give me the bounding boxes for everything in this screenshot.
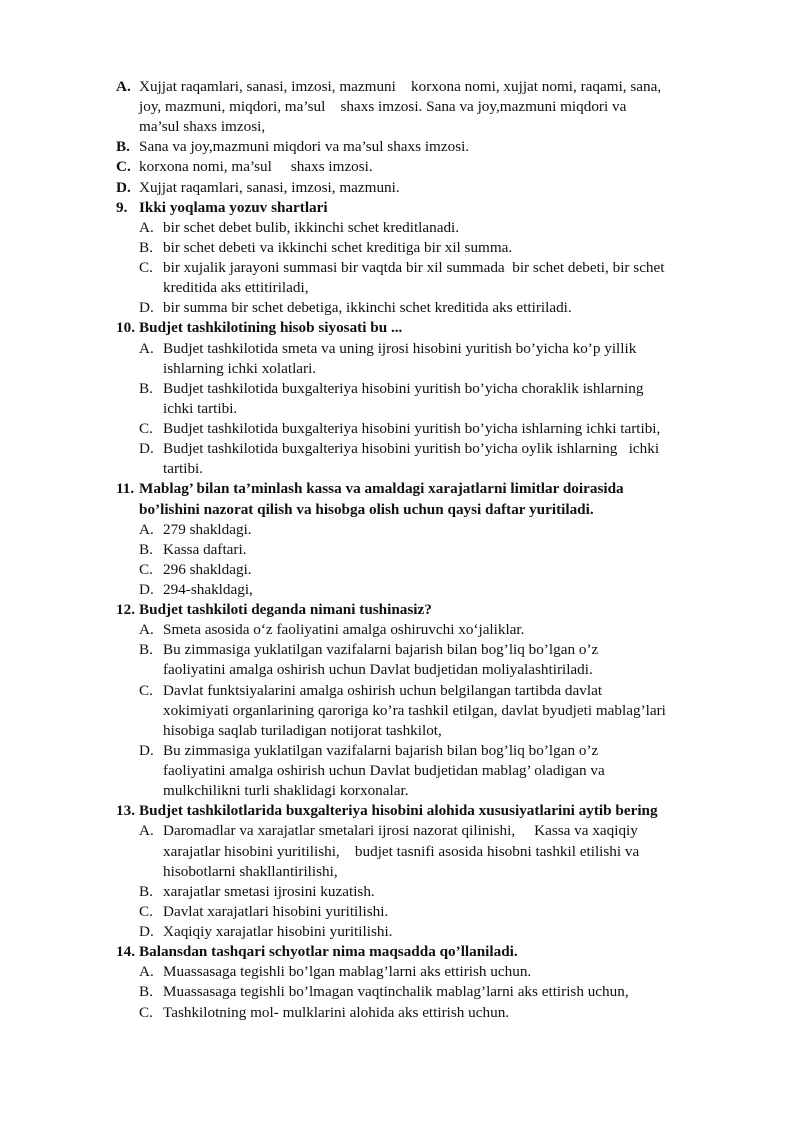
option-text: Budjet tashkilotida smeta va uning ijrosi hisobini yuritish bo’yicha ko’p yillik (163, 340, 637, 357)
option-text: bir schet debet bulib, ikkinchi schet kreditlanadi. (163, 219, 460, 236)
option-text: Davlat funktsiyalarini amalga oshirish uchun belgilangan tartibda davlat (163, 682, 603, 699)
option-text: Daromadlar va xarajatlar smetalari ijrosi nazorat qilinishi, Kassa va xaqiqiy (163, 822, 638, 839)
option-label: C. (139, 420, 153, 437)
option-label: D. (139, 440, 154, 457)
option-label: B. (139, 541, 153, 558)
question-number: 13. (116, 802, 135, 819)
option-label: C. (139, 903, 153, 920)
option-label: C. (139, 682, 153, 699)
question-text: Ikki yoqlama yozuv shartlari (139, 199, 328, 216)
option-label: D. (139, 742, 154, 759)
option-text: bir summa bir schet debetiga, ikkinchi schet kreditida aks ettiriladi. (163, 299, 572, 316)
option-text: hisobotlarni shakllantirilishi, (163, 863, 338, 880)
option-label: B. (139, 883, 153, 900)
question-number: 11. (116, 480, 135, 497)
option-text: bir xujalik jarayoni summasi bir vaqtda bir xil summada bir schet debeti, bir schet (163, 259, 665, 276)
question-text: Budjet tashkilotining hisob siyosati bu ... (139, 319, 403, 336)
question-text: bo’lishini nazorat qilish va hisobga olish uchun qaysi daftar yuritiladi. (139, 501, 594, 518)
option-text: korxona nomi, ma’sul shaxs imzosi. (139, 158, 373, 175)
question-text: Balansdan tashqari schyotlar nima maqsadda qo’llaniladi. (139, 943, 518, 960)
question-number: 12. (116, 601, 135, 618)
option-text: Smeta asosida o‘z faoliyatini amalga oshiruvchi xo‘jaliklar. (163, 621, 525, 638)
option-text: Bu zimmasiga yuklatilgan vazifalarni bajarish bilan bog’liq bo’lgan o’z (163, 742, 599, 759)
option-text: Tashkilotning mol- mulklarini alohida aks ettirish uchun. (163, 1004, 510, 1021)
option-text: Sana va joy,mazmuni miqdori va ma’sul shaxs imzosi. (139, 138, 470, 155)
option-label: D. (116, 179, 131, 196)
option-text: joy, mazmuni, miqdori, ma’sul shaxs imzosi. Sana va joy,mazmuni miqdori va (139, 98, 627, 115)
option-text: Muassasaga tegishli bo’lmagan vaqtinchalik mablag’larni aks ettirish uchun, (163, 983, 629, 1000)
option-text: xarajatlar hisobini yuritilishi, budjet tasnifi asosida hisobni tashkil etilishi va (163, 843, 640, 860)
option-label: A. (139, 219, 154, 236)
option-label: A. (139, 822, 154, 839)
option-text: faoliyatini amalga oshirish uchun Davlat budjetidan moliyalashtiriladi. (163, 661, 593, 678)
option-label: A. (139, 340, 154, 357)
option-label: D. (139, 923, 154, 940)
option-text: faoliyatini amalga oshirish uchun Davlat budjetidan mablag’ oladigan va (163, 762, 605, 779)
option-text: Xujjat raqamlari, sanasi, imzosi, mazmuni korxona nomi, xujjat nomi, raqami, sana, (139, 78, 662, 95)
option-text: 294-shakldagi, (163, 581, 253, 598)
option-text: 279 shakldagi. (163, 521, 252, 538)
option-text: Xaqiqiy xarajatlar hisobini yuritilishi. (163, 923, 393, 940)
option-text: xarajatlar smetasi ijrosini kuzatish. (163, 883, 375, 900)
option-label: B. (139, 380, 153, 397)
option-text: ishlarning ichki xolatlari. (163, 360, 317, 377)
option-text: Budjet tashkilotida buxgalteriya hisobini yuritish bo’yicha ishlarning ichki tartibi, (163, 420, 661, 437)
option-text: Bu zimmasiga yuklatilgan vazifalarni bajarish bilan bog’liq bo’lgan o’z (163, 641, 599, 658)
option-label: C. (139, 259, 153, 276)
option-label: A. (116, 78, 131, 95)
option-text: ichki tartibi. (163, 400, 238, 417)
option-text: Davlat xarajatlari hisobini yuritilishi. (163, 903, 389, 920)
option-label: D. (139, 299, 154, 316)
question-text: Mablag’ bilan ta’minlash kassa va amaldagi xarajatlarni limitlar doirasida (139, 480, 624, 497)
option-text: ma’sul shaxs imzosi, (139, 118, 266, 135)
option-label: C. (116, 158, 131, 175)
option-text: kreditida aks ettitiriladi, (163, 279, 309, 296)
option-text: Kassa daftari. (163, 541, 247, 558)
question-number: 10. (116, 319, 135, 336)
option-label: C. (139, 1004, 153, 1021)
option-text: Budjet tashkilotida buxgalteriya hisobini yuritish bo’yicha oylik ishlarning ichki (163, 440, 660, 457)
option-label: D. (139, 581, 154, 598)
option-text: 296 shakldagi. (163, 561, 252, 578)
option-label: A. (139, 621, 154, 638)
option-text: mulkchilikni turli shaklidagi korxonalar. (163, 782, 409, 799)
question-number: 14. (116, 943, 135, 960)
question-text: Budjet tashkilotlarida buxgalteriya hisobini alohida xususiyatlarini aytib bering (139, 802, 658, 819)
option-text: Muassasaga tegishli bo’lgan mablag’larni aks ettirish uchun. (163, 963, 532, 980)
question-number: 9. (116, 199, 128, 216)
option-text: bir schet debeti va ikkinchi schet kreditiga bir xil summa. (163, 239, 513, 256)
option-text: hisobiga saqlab turiladigan notijorat tashkilot, (163, 722, 442, 739)
option-text: xokimiyati organlarining qaroriga ko’ra tashkil etilgan, davlat byudjeti mablag’lari (163, 702, 666, 719)
option-text: Xujjat raqamlari, sanasi, imzosi, mazmuni. (139, 179, 400, 196)
option-label: B. (139, 983, 153, 1000)
option-text: tartibi. (163, 460, 204, 477)
option-label: A. (139, 963, 154, 980)
option-label: B. (139, 641, 153, 658)
option-label: B. (139, 239, 153, 256)
option-label: C. (139, 561, 153, 578)
question-text: Budjet tashkiloti deganda nimani tushinasiz? (139, 601, 432, 618)
option-text: Budjet tashkilotida buxgalteriya hisobini yuritish bo’yicha choraklik ishlarning (163, 380, 644, 397)
option-label: B. (116, 138, 130, 155)
option-label: A. (139, 521, 154, 538)
